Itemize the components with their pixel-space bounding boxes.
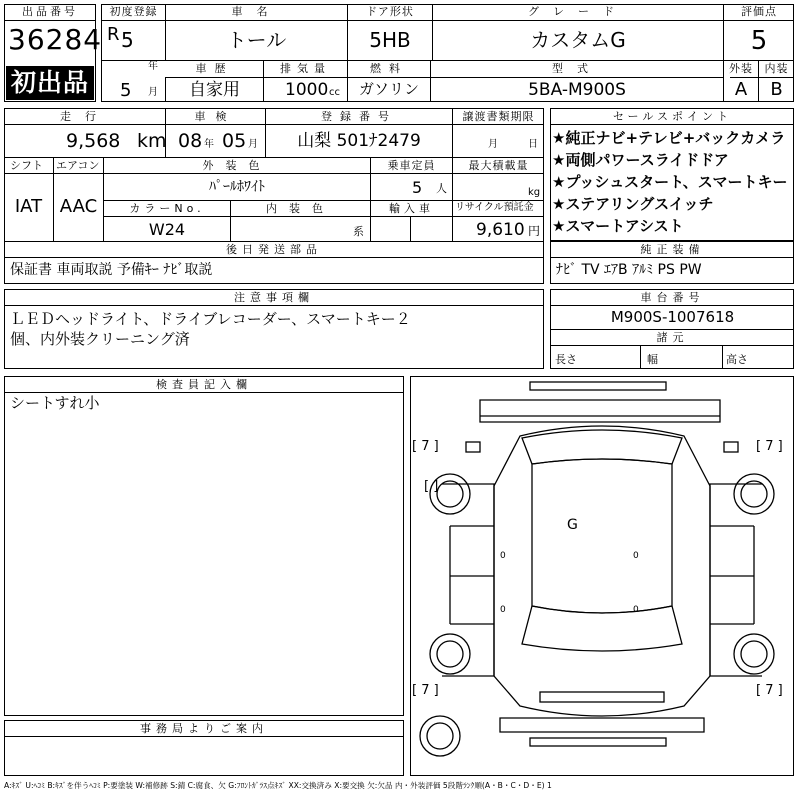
aircon-value: AAC xyxy=(59,196,98,217)
inspector-box xyxy=(4,376,404,716)
diagram-empty-bracket: [ ] xyxy=(424,479,439,494)
score-label: 評価点 xyxy=(741,5,777,18)
registration-month-unit: 月 xyxy=(148,87,158,98)
sales-points-label: セールスポイント xyxy=(612,110,732,123)
import-label: 輸入車 xyxy=(389,202,434,215)
sales-point-item: ★プッシュスタート、スマートキー xyxy=(552,173,788,191)
recycle-unit: 円 xyxy=(528,224,541,238)
mileage-unit: km xyxy=(137,130,167,152)
score-value: 5 xyxy=(750,26,768,56)
lot-number: 36284 xyxy=(8,23,103,56)
interior-color-label: 内装色 xyxy=(266,202,335,215)
interior-color-suffix: 系 xyxy=(353,225,364,238)
dimensions-label: 諸元 xyxy=(656,331,689,344)
transfer-label: 譲渡書類期限 xyxy=(462,110,535,123)
inspection-year: 08 xyxy=(178,130,203,152)
model-code-label: 型式 xyxy=(552,62,602,75)
diagram-small-mark: 0 xyxy=(633,551,639,561)
diagram-mark-front-left: [ 7 ] xyxy=(412,439,439,454)
car-name-value: トール xyxy=(226,28,287,52)
dimensions-width: 幅 xyxy=(647,353,658,366)
displacement-value: 1000 xyxy=(285,80,329,100)
capacity-label: 乗車定員 xyxy=(387,159,436,172)
diagram-small-mark: 0 xyxy=(633,605,639,615)
sales-point-item: ★ステアリングスイッチ xyxy=(552,195,714,213)
transfer-day-unit: 日 xyxy=(528,139,538,150)
capacity-unit: 人 xyxy=(436,182,447,195)
inspection-year-unit: 年 xyxy=(204,139,214,150)
door-label: ドア形状 xyxy=(366,5,414,18)
car-name-label: 車名 xyxy=(231,5,282,18)
history-value: 自家用 xyxy=(189,80,240,100)
later-parts-value: 保証書 車両取説 予備ｷｰ ﾅﾋﾞ取説 xyxy=(10,262,213,278)
sales-point-item: ★スマートアシスト xyxy=(552,217,684,235)
equipment-value: ﾅﾋﾞ TV ｴｱB ｱﾙﾐ PS PW xyxy=(556,262,702,278)
inspection-month-unit: 月 xyxy=(248,139,258,150)
exterior-rating-value: A xyxy=(734,79,748,100)
capacity-value: 5 xyxy=(412,178,423,197)
sales-point-item: ★純正ナビ+テレビ+バックカメラ xyxy=(552,129,786,147)
plate-value: 山梨 501ﾅ2479 xyxy=(297,131,421,151)
recycle-value: 9,610 xyxy=(476,220,525,240)
displacement-label: 排気量 xyxy=(280,62,331,75)
equipment-label: 純正装備 xyxy=(640,243,705,256)
exterior-rating-label: 外装 xyxy=(729,62,753,75)
shift-label: シフト xyxy=(10,159,43,172)
grade-label: グレード xyxy=(528,5,628,18)
diagram-mark-rear-left: [ 7 ] xyxy=(412,683,439,698)
diagram-small-mark: 0 xyxy=(500,551,506,561)
mileage-value: 9,568 xyxy=(66,130,121,152)
registration-month: 5 xyxy=(120,80,132,101)
history-label: 車歴 xyxy=(195,62,234,75)
inspection-month: 05 xyxy=(222,130,247,152)
displacement-unit: cc xyxy=(329,87,340,98)
chassis-label: 車台番号 xyxy=(640,291,705,304)
load-unit: kg xyxy=(528,187,541,198)
inspection-label: 車検 xyxy=(194,110,237,123)
diagram-mark-rear-right: [ 7 ] xyxy=(756,683,783,698)
lot-label: 出品番号 xyxy=(22,5,78,18)
shift-value: IAT xyxy=(14,196,43,217)
aircon-label: エアコン xyxy=(56,159,100,172)
color-no-value: W24 xyxy=(148,220,186,239)
recycle-label: リサイクル預託金 xyxy=(455,202,534,213)
interior-rating-label: 内装 xyxy=(764,62,789,75)
notes-line-2: 個、内外装クリーニング済 xyxy=(10,330,190,348)
door-value: 5HB xyxy=(369,28,411,52)
registration-year: 5 xyxy=(121,28,134,52)
fuel-value: ガソリン xyxy=(358,80,419,98)
exterior-color-label: 外装色 xyxy=(202,159,272,172)
diagram-mark-front-right: [ 7 ] xyxy=(756,439,783,454)
registration-year-unit: 年 xyxy=(148,61,158,72)
registration-era: R xyxy=(107,24,120,45)
notes-label: 注意事項欄 xyxy=(234,291,314,304)
sales-point-item: ★両側パワースライドドア xyxy=(552,151,729,169)
color-no-label: カラーNo. xyxy=(129,202,205,215)
exterior-color-value: ﾊﾟｰﾙﾎﾜｲﾄ xyxy=(209,179,265,195)
car-diagram xyxy=(410,376,794,776)
interior-rating-value: B xyxy=(770,79,783,100)
dimensions-height: 高さ xyxy=(726,353,748,366)
transfer-month-unit: 月 xyxy=(488,139,498,150)
diagram-small-mark: 0 xyxy=(500,605,506,615)
legend: A:ｷｽﾞ U:ﾍｺﾐ B:ｷｽﾞを伴うﾍｺﾐ P:要塗装 W:補修跡 S:錆 C:腐食、欠 G:ﾌﾛﾝﾄｶﾞﾗｽ点ｷｽﾞ XX:交換済み X:要交換 欠:欠品 内・外装評価 5段階ﾗﾝｸ順(A・B・C・D・E) 1 xyxy=(4,781,552,790)
dimensions-length: 長さ xyxy=(555,353,577,366)
inspector-comment: シートすれ小 xyxy=(10,394,100,412)
plate-label: 登録番号 xyxy=(321,110,397,123)
office-label: 事務局よりご案内 xyxy=(140,722,268,735)
registration-label: 初度登録 xyxy=(109,5,158,18)
diagram-center-mark: G xyxy=(567,517,578,533)
first-listing-badge: 初出品 xyxy=(6,66,94,100)
chassis-value: M900S-1007618 xyxy=(610,308,735,326)
notes-line-1: ＬＥＤヘッドライト、ドライブレコーダー、スマートキー２ xyxy=(10,310,411,328)
fuel-label: 燃料 xyxy=(370,62,408,75)
grade-value: カスタムG xyxy=(530,28,626,52)
model-code-value: 5BA-M900S xyxy=(528,80,626,100)
inspector-label: 検査員記入欄 xyxy=(156,378,252,391)
mileage-label: 走行 xyxy=(60,110,110,123)
load-label: 最大積載量 xyxy=(468,159,529,172)
later-parts-label: 後日発送部品 xyxy=(226,243,322,256)
